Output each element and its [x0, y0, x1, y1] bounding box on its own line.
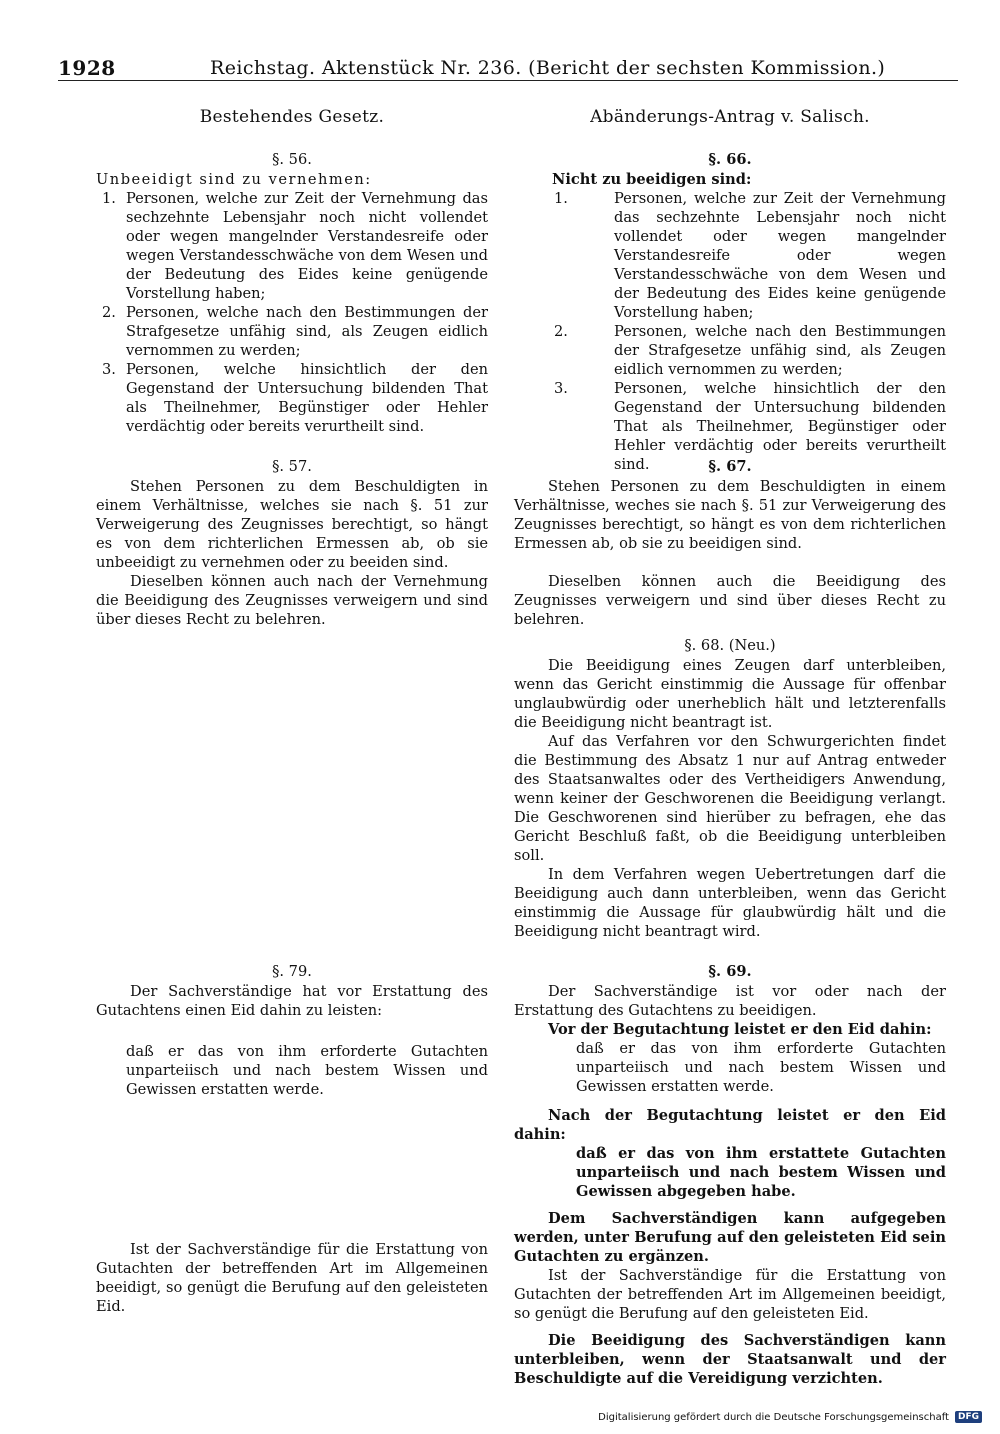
header-rule	[58, 80, 958, 81]
left-section-79	[96, 962, 488, 1099]
section-heading: §. 67.	[708, 458, 752, 475]
paragraph: Nach der Begutachtung leistet er den Eid dahin:	[514, 1107, 946, 1143]
section-heading: §. 57.	[272, 458, 312, 475]
paragraph: Dem Sachverständigen kann aufgegeben werden, unter Berufung auf den geleisteten Eid sein Gutachten zu ergänzen.	[514, 1210, 946, 1265]
section-heading: §. 79.	[272, 963, 312, 980]
oath-formula: daß er das von ihm erstattete Gutachten unparteiisch und nach bestem Wissen und Gewissen abgegeben habe.	[576, 1145, 946, 1200]
digitization-credit	[598, 1411, 982, 1423]
paragraph: Der Sachverständige ist vor oder nach der Erstattung des Gutachtens zu beeidigen.	[514, 983, 946, 1019]
paragraph: Ist der Sachverständige für die Erstattung von Gutachten der betreffenden Art im Allgemeinen beeidigt, so genügt die Berufung auf den geleisteten Eid.	[514, 1267, 946, 1322]
list-item: 2. Personen, welche nach den Bestimmungen der Strafgesetze unfähig sind, als Zeugen eidlich vernommen zu werden;	[554, 323, 946, 378]
left-section-79-continued	[96, 1240, 488, 1316]
page-header	[58, 56, 958, 82]
dfg-logo: DFG	[955, 1411, 982, 1423]
paragraph: In dem Verfahren wegen Uebertretungen darf die Beeidigung auch dann unterbleiben, wenn das Gericht einstimmig die Aussage für glaubwürdig hält und die Beeidigung nicht beantragt wird.	[514, 866, 946, 940]
right-column-title: Abänderungs-Antrag v. Salisch.	[590, 107, 870, 127]
paragraph: Ist der Sachverständige für die Erstattung von Gutachten der betreffenden Art im Allgemeinen beeidigt, so genügt die Berufung auf den geleisteten Eid.	[96, 1241, 488, 1315]
list-item: 3. Personen, welche hinsichtlich der den Gegenstand der Untersuchung bildenden That als Theilnehmer, Begünstiger oder Hehler verdächtig oder bereits verurtheilt sind.	[102, 361, 488, 435]
right-section-67	[514, 457, 946, 629]
section-heading: §. 68. (Neu.)	[684, 637, 776, 654]
paragraph: Stehen Personen zu dem Beschuldigten in einem Verhältnisse, welches sie nach §. 51 zur Verweigerung des Zeugnisses berechtigt, so hängt es von dem richterlichen Ermessen ab, ob sie unbeeidigt zu vernehmen oder zu beeiden sind.	[96, 478, 488, 571]
right-section-68	[514, 636, 946, 941]
right-section-66	[514, 150, 946, 474]
section-lead: Unbeeidigt sind zu vernehmen:	[96, 171, 372, 188]
list-item: 1. Personen, welche zur Zeit der Vernehmung das sechzehnte Lebensjahr noch nicht vollendet oder wegen mangelnder Verstandesreife oder wegen Verstandesschwäche von dem Wesen und der Bedeutung des Eides keine genügende Vorstellung haben;	[102, 190, 488, 302]
left-column-title: Bestehendes Gesetz.	[199, 107, 385, 127]
section-heading: §. 66.	[708, 151, 752, 168]
section-heading: §. 56.	[272, 151, 312, 168]
oath-formula: daß er das von ihm erforderte Gutachten unparteiisch und nach bestem Wissen und Gewissen erstatten werde.	[576, 1040, 946, 1095]
paragraph: Der Sachverständige hat vor Erstattung des Gutachtens einen Eid dahin zu leisten:	[96, 983, 488, 1019]
left-section-57	[96, 457, 488, 629]
paragraph: Die Beeidigung des Sachverständigen kann unterbleiben, wenn der Staatsanwalt und der Beschuldigte auf die Vereidigung verzichten.	[514, 1332, 946, 1387]
paragraph: Stehen Personen zu dem Beschuldigten in einem Verhältnisse, weches sie nach §. 51 zur Verweigerung des Zeugnisses berechtigt, so hängt es von dem richterlichen Ermessen ab, ob sie zu beeidigen sind.	[514, 478, 946, 552]
section-heading: §. 69.	[708, 963, 752, 980]
credit-text: Digitalisierung gefördert durch die Deutsche Forschungsgemeinschaft	[598, 1411, 949, 1423]
paragraph: Dieselben können auch die Beeidigung des Zeugnisses verweigern und sind über dieses Recht zu belehren.	[514, 573, 946, 628]
paragraph: Vor der Begutachtung leistet er den Eid dahin:	[548, 1021, 932, 1038]
paragraph: Dieselben können auch nach der Vernehmung die Beeidigung des Zeugnisses verweigern und sind über dieses Recht zu belehren.	[96, 573, 488, 628]
running-title: Reichstag. Aktenstück Nr. 236. (Bericht der sechsten Kommission.)	[210, 57, 886, 79]
right-section-69	[514, 962, 946, 1388]
list-item: 1. Personen, welche zur Zeit der Vernehmung das sechzehnte Lebensjahr noch nicht vollendet oder wegen mangelnder Verstandesreife oder wegen Verstandesschwäche von dem Wesen und der Bedeutung des Eides keine genügende Vorstellung haben;	[554, 190, 946, 321]
list-item: 3. Personen, welche hinsichtlich der den Gegenstand der Untersuchung bildenden That als Theilnehmer, Begünstiger oder Hehler verdächtig oder bereits verurtheilt sind.	[554, 380, 946, 473]
section-lead: Nicht zu beeidigen sind:	[552, 171, 752, 188]
oath-formula: daß er das von ihm erforderte Gutachten unparteiisch und nach bestem Wissen und Gewissen erstatten werde.	[126, 1043, 488, 1098]
list-item: 2. Personen, welche nach den Bestimmungen der Strafgesetze unfähig sind, als Zeugen eidlich vernommen zu werden;	[102, 304, 488, 359]
item-list	[514, 189, 946, 474]
paragraph: Die Beeidigung eines Zeugen darf unterbleiben, wenn das Gericht einstimmig die Aussage für offenbar unglaubwürdig oder unerheblich hält und letzterenfalls die Beeidigung nicht beantragt ist.	[514, 657, 946, 731]
page-number: 1928	[58, 56, 116, 80]
item-list	[96, 189, 488, 436]
paragraph: Auf das Verfahren vor den Schwurgerichten findet die Bestimmung des Absatz 1 nur auf Antrag entweder des Staatsanwaltes oder des Vertheidigers Anwendung, wenn keiner der Geschworenen die Beeidigung verlangt. Die Geschworenen sind hierüber zu befragen, ehe das Gericht Beschluß faßt, ob die Beeidigung unterbleiben soll.	[514, 733, 946, 864]
left-section-56	[96, 150, 488, 436]
